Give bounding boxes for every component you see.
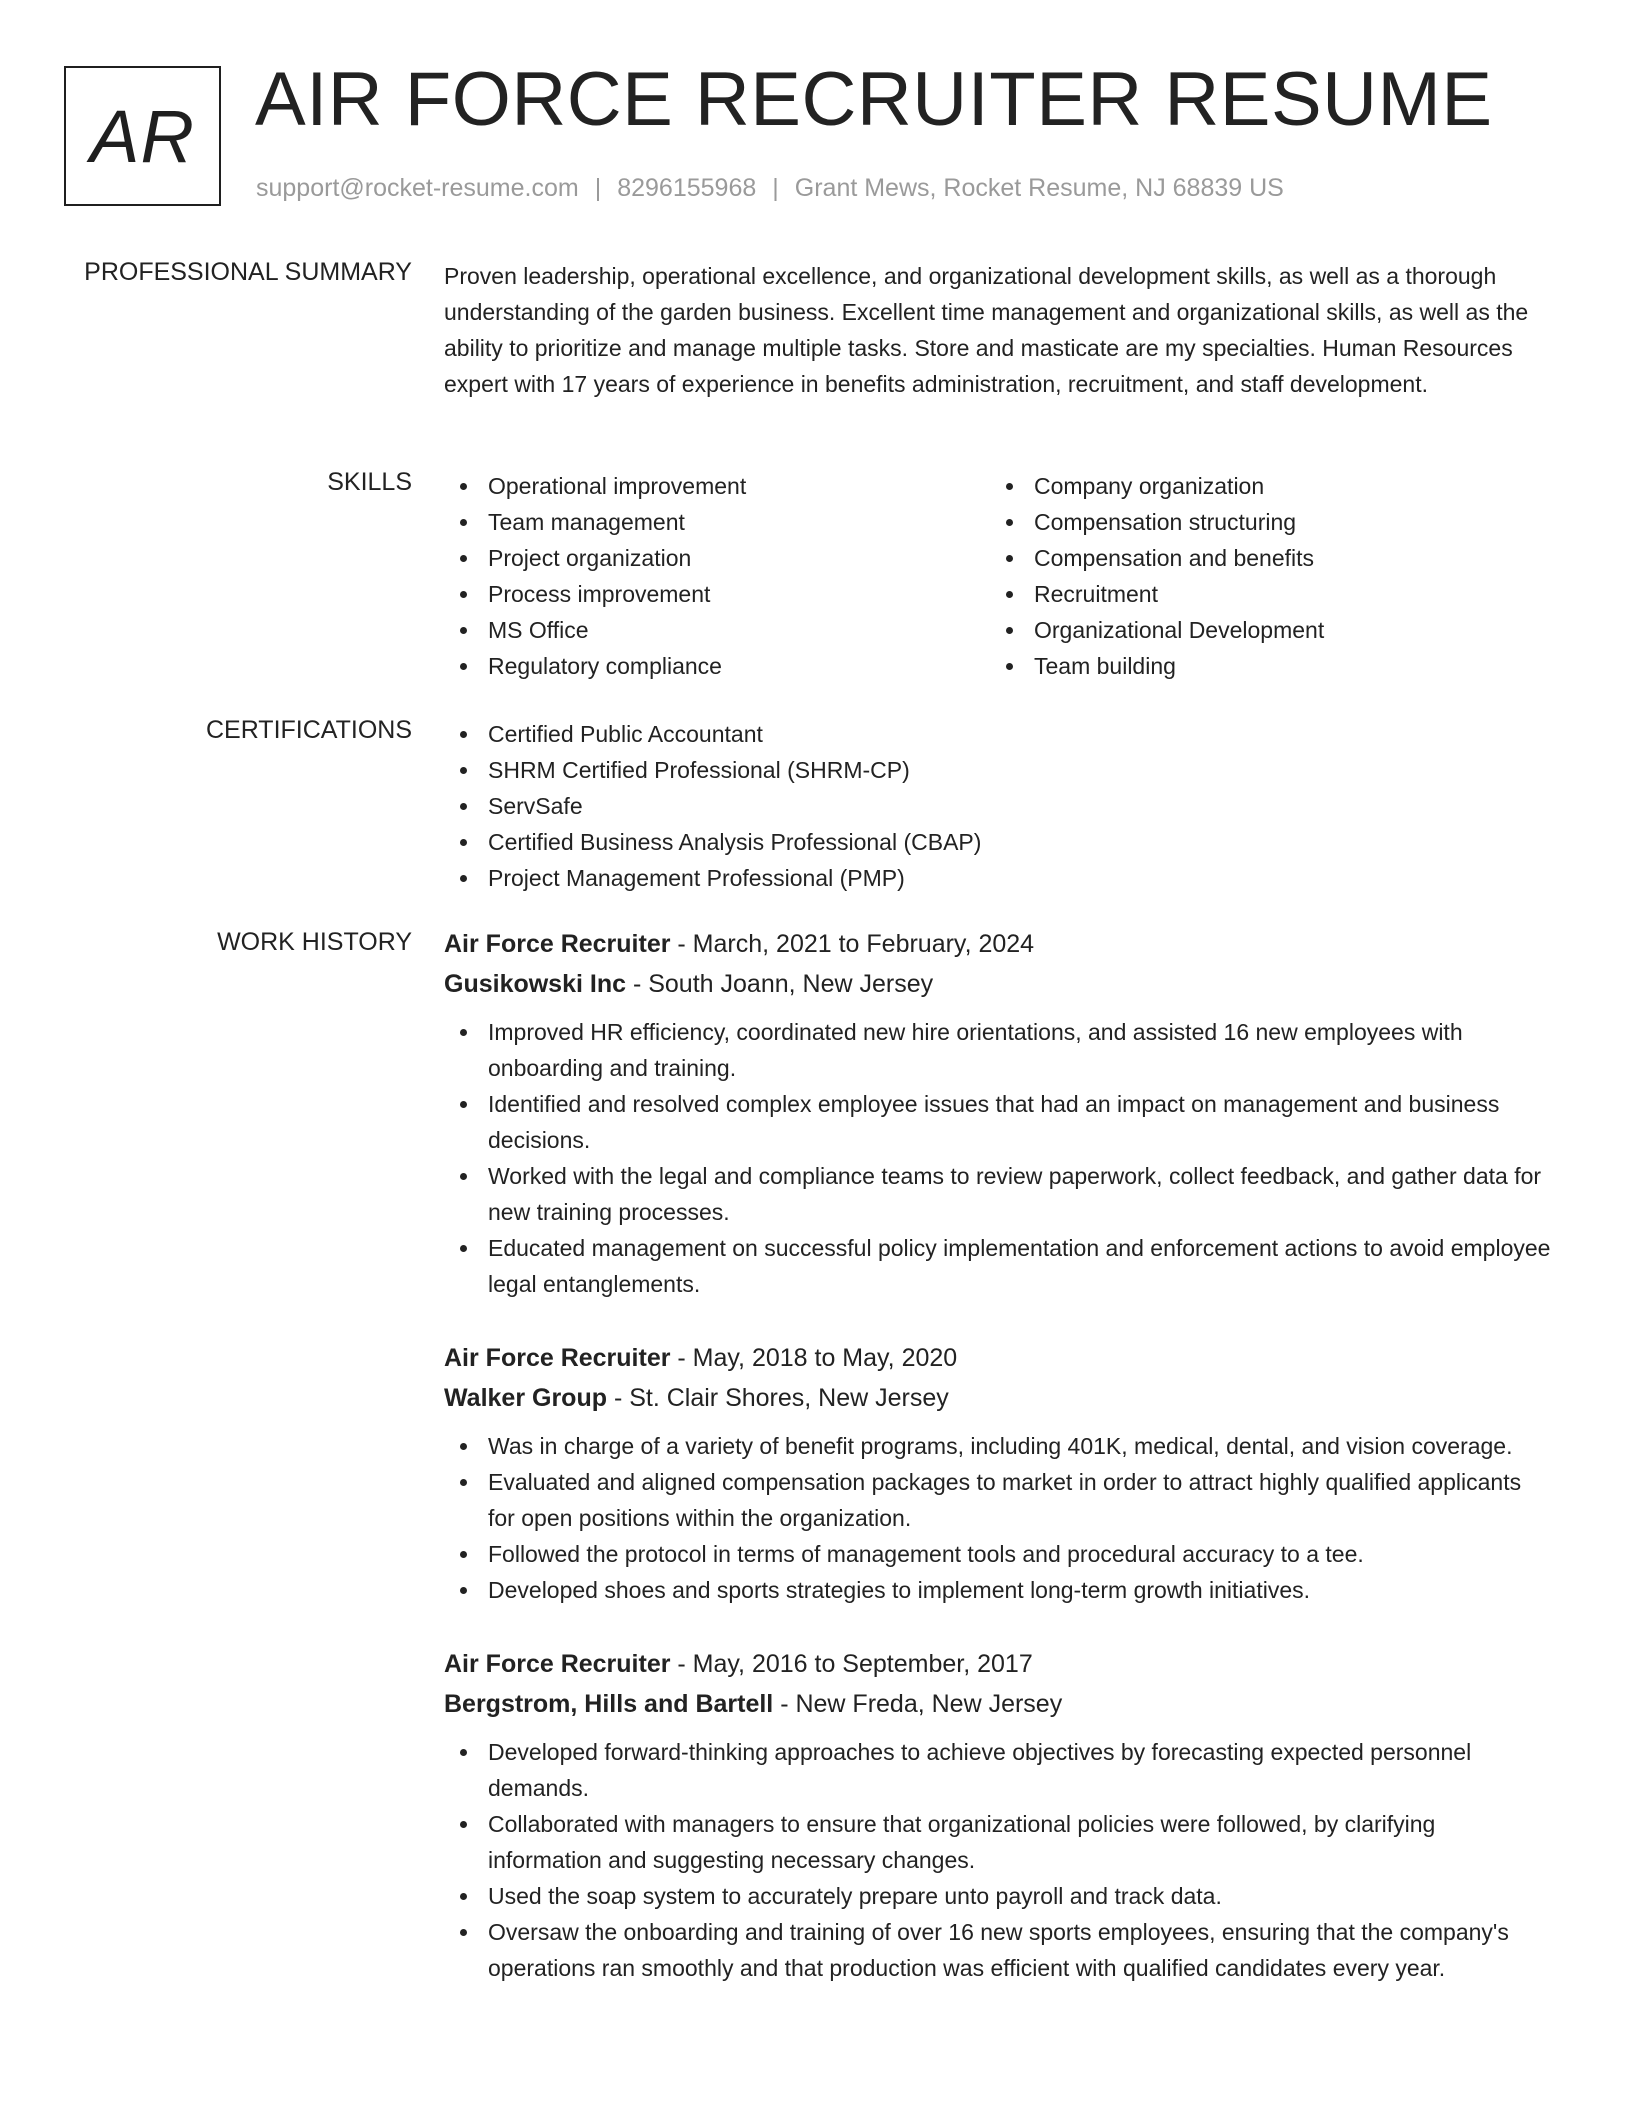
job-company-line [444, 964, 1554, 1004]
certifications-list [444, 716, 1554, 896]
skills-label: SKILLS [327, 468, 412, 496]
list-item: Recruitment [990, 576, 1536, 612]
monogram-logo [64, 66, 221, 206]
job-entry [444, 1338, 1554, 1608]
list-item: Used the soap system to accurately prepare unto payroll and track data. [444, 1878, 1554, 1914]
list-item: Educated management on successful policy implementation and enforcement actions to avoid employee legal entanglements. [444, 1230, 1554, 1302]
certifications-body [444, 716, 1554, 896]
list-item: Process improvement [444, 576, 990, 612]
certifications-label: CERTIFICATIONS [205, 716, 412, 744]
contact-line [256, 174, 1284, 203]
summary-body [444, 258, 1554, 402]
job-company-line [444, 1378, 1554, 1418]
job-title: Air Force Recruiter [444, 1650, 671, 1678]
contact-phone: 8296155968 [617, 174, 757, 202]
job-title: Air Force Recruiter [444, 1344, 671, 1372]
job-duties-list [444, 1014, 1554, 1302]
list-item: Team management [444, 504, 990, 540]
work-history-label: WORK HISTORY [217, 928, 412, 956]
job-title: Air Force Recruiter [444, 930, 671, 958]
list-item: Oversaw the onboarding and training of over 16 new sports employees, ensuring that the company's operations ran smoothly and that production was efficient with qualified candidates every year. [444, 1914, 1554, 1986]
skills-list-right [990, 468, 1536, 684]
list-item: Operational improvement [444, 468, 990, 504]
list-item: Project Management Professional (PMP) [444, 860, 1554, 896]
list-item: Followed the protocol in terms of management tools and procedural accuracy to a tee. [444, 1536, 1554, 1572]
list-item: Regulatory compliance [444, 648, 990, 684]
summary-label: PROFESSIONAL SUMMARY [84, 258, 412, 286]
work-history-body [444, 924, 1554, 2022]
list-item: Compensation and benefits [990, 540, 1536, 576]
job-duties-list [444, 1428, 1554, 1608]
skills-body [444, 468, 1554, 684]
job-entry [444, 924, 1554, 1302]
job-company-line [444, 1684, 1554, 1724]
list-item: Company organization [990, 468, 1536, 504]
resume-title: AIR FORCE RECRUITER RESUME [255, 57, 1493, 142]
list-item: Identified and resolved complex employee issues that had an impact on management and business decisions. [444, 1086, 1554, 1158]
list-item: MS Office [444, 612, 990, 648]
job-dates: - May, 2018 to May, 2020 [670, 1344, 958, 1372]
job-title-line [444, 1644, 1554, 1684]
job-location: - South Joann, New Jersey [626, 970, 934, 998]
job-location: - St. Clair Shores, New Jersey [607, 1384, 949, 1412]
job-location: - New Freda, New Jersey [773, 1690, 1063, 1718]
list-item: Certified Public Accountant [444, 716, 1554, 752]
job-company: Bergstrom, Hills and Bartell [444, 1690, 774, 1718]
contact-separator: | [594, 174, 602, 202]
list-item: Evaluated and aligned compensation packages to market in order to attract highly qualified applicants for open positions within the organization. [444, 1464, 1554, 1536]
contact-separator: | [772, 174, 779, 202]
list-item: ServSafe [444, 788, 1554, 824]
list-item: Compensation structuring [990, 504, 1536, 540]
list-item: Was in charge of a variety of benefit programs, including 401K, medical, dental, and vision coverage. [444, 1428, 1554, 1464]
list-item: Organizational Development [990, 612, 1536, 648]
summary-text: Proven leadership, operational excellence, and organizational development skills, as well as a thorough understanding of the garden business. Excellent time management and organizational skills, as well as the ability to prioritize and manage multiple tasks. Store and masticate are my specialties. Human Resources expert with 17 years of experience in benefits administration, recruitment, and staff development. [444, 263, 1529, 397]
list-item: Improved HR efficiency, coordinated new hire orientations, and assisted 16 new employees with onboarding and training. [444, 1014, 1554, 1086]
list-item: Worked with the legal and compliance teams to review paperwork, collect feedback, and gather data for new training processes. [444, 1158, 1554, 1230]
job-entry [444, 1644, 1554, 1986]
list-item: SHRM Certified Professional (SHRM-CP) [444, 752, 1554, 788]
list-item: Collaborated with managers to ensure that organizational policies were followed, by clarifying information and suggesting necessary changes. [444, 1806, 1554, 1878]
job-dates: - March, 2021 to February, 2024 [670, 930, 1035, 958]
job-title-line [444, 1338, 1554, 1378]
job-dates: - May, 2016 to September, 2017 [670, 1650, 1033, 1678]
job-duties-list [444, 1734, 1554, 1986]
list-item: Project organization [444, 540, 990, 576]
monogram-text: AR [90, 94, 195, 178]
list-item: Team building [990, 648, 1536, 684]
contact-email: support@rocket-resume.com [256, 174, 579, 202]
job-company: Gusikowski Inc [444, 970, 627, 998]
job-title-line [444, 924, 1554, 964]
list-item: Developed shoes and sports strategies to implement long-term growth initiatives. [444, 1572, 1554, 1608]
job-company: Walker Group [444, 1384, 607, 1412]
list-item: Certified Business Analysis Professional (CBAP) [444, 824, 1554, 860]
contact-address: Grant Mews, Rocket Resume, NJ 68839 US [794, 174, 1284, 202]
list-item: Developed forward-thinking approaches to achieve objectives by forecasting expected personnel demands. [444, 1734, 1554, 1806]
skills-list-left [444, 468, 990, 684]
